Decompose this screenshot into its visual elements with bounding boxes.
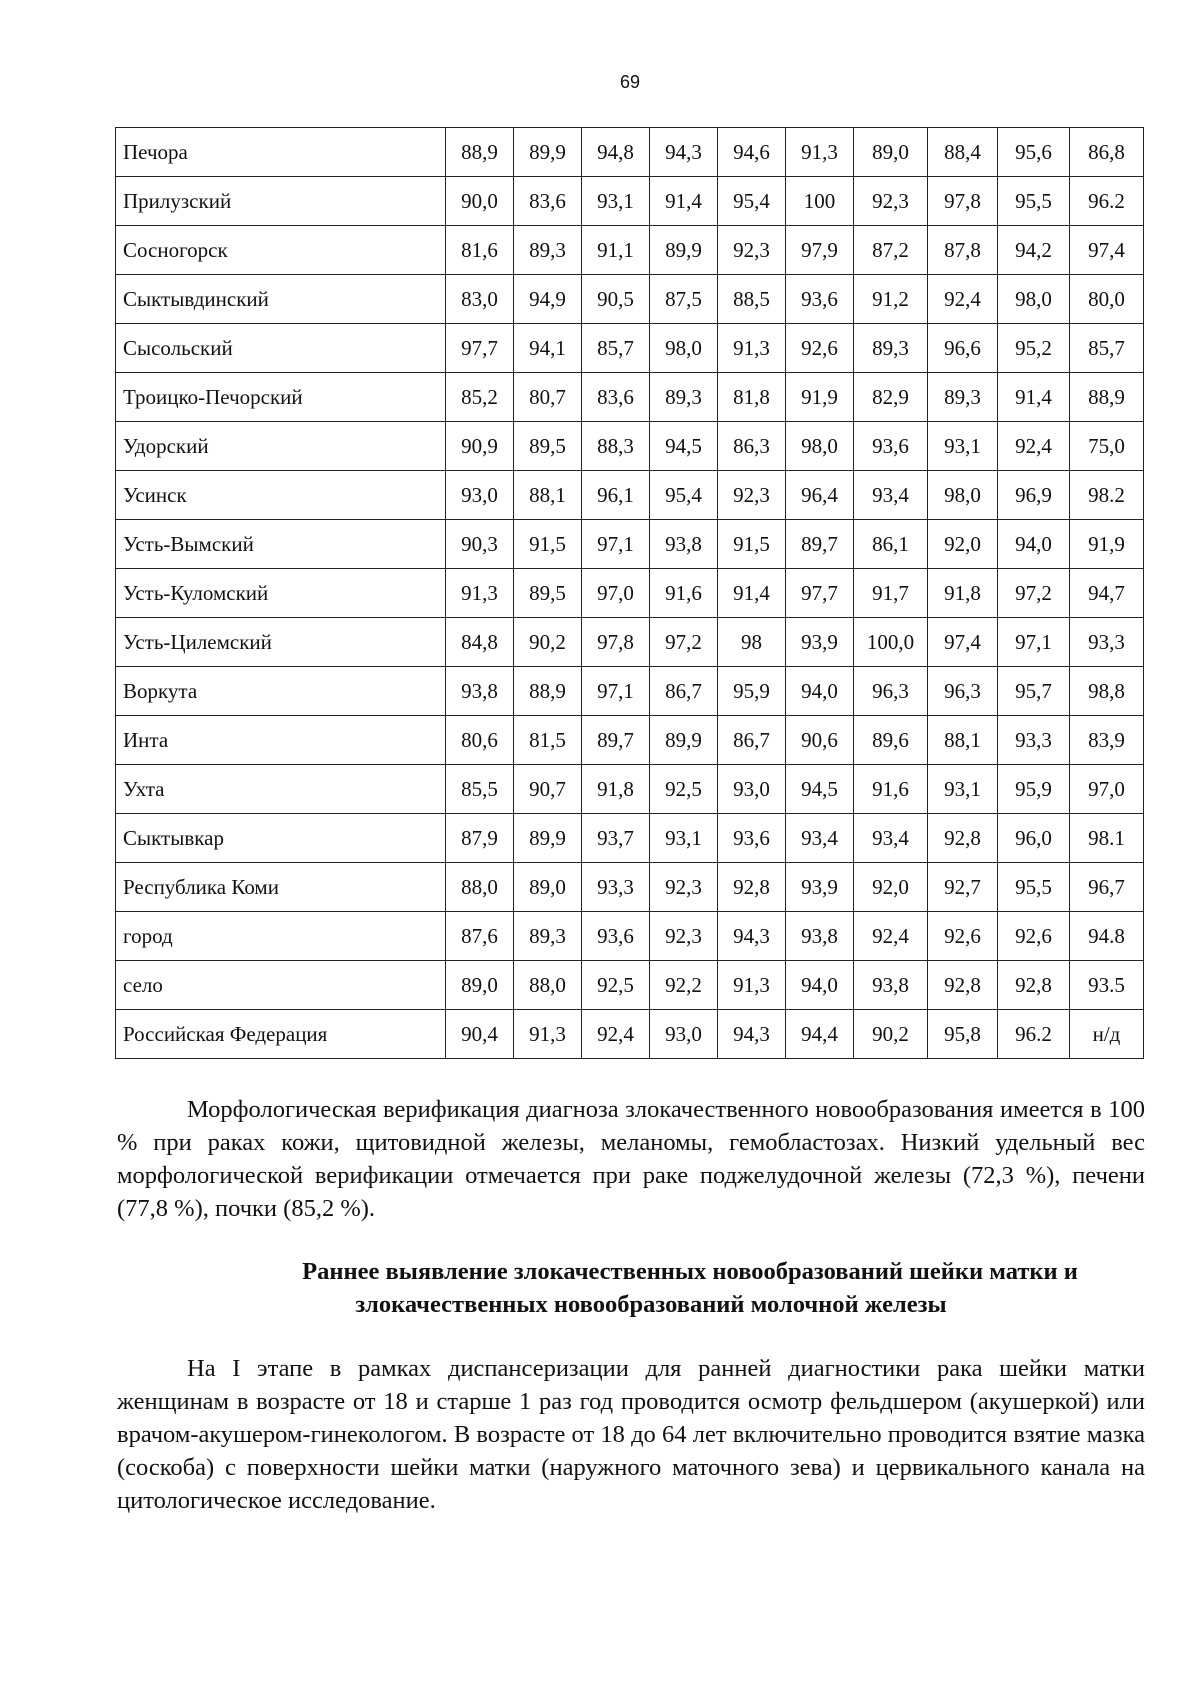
value-cell: 91,4 bbox=[650, 177, 718, 226]
value-cell: 93,9 bbox=[786, 618, 854, 667]
value-cell: 92,5 bbox=[650, 765, 718, 814]
value-cell: 92,3 bbox=[718, 226, 786, 275]
value-cell: 94,5 bbox=[786, 765, 854, 814]
value-cell: 98,0 bbox=[786, 422, 854, 471]
value-cell: 93,8 bbox=[446, 667, 514, 716]
value-cell: 95,5 bbox=[998, 863, 1070, 912]
value-cell: 88,9 bbox=[446, 128, 514, 177]
value-cell: 82,9 bbox=[854, 373, 928, 422]
value-cell: 90,2 bbox=[854, 1010, 928, 1059]
value-cell: 91,9 bbox=[786, 373, 854, 422]
value-cell: 88,4 bbox=[928, 128, 998, 177]
value-cell: 100 bbox=[786, 177, 854, 226]
value-cell: 88,3 bbox=[582, 422, 650, 471]
value-cell: 92,0 bbox=[928, 520, 998, 569]
value-cell: 89,0 bbox=[854, 128, 928, 177]
value-cell: 88,0 bbox=[446, 863, 514, 912]
table-row bbox=[116, 324, 1144, 373]
value-cell: 92,4 bbox=[582, 1010, 650, 1059]
region-name-cell: Республика Коми bbox=[116, 863, 446, 912]
value-cell: 92,3 bbox=[854, 177, 928, 226]
value-cell: 93.5 bbox=[1070, 961, 1144, 1010]
value-cell: 88,1 bbox=[928, 716, 998, 765]
value-cell: 94,1 bbox=[514, 324, 582, 373]
value-cell: 90,0 bbox=[446, 177, 514, 226]
value-cell: 93,4 bbox=[786, 814, 854, 863]
value-cell: 88,1 bbox=[514, 471, 582, 520]
table-row bbox=[116, 618, 1144, 667]
value-cell: 97,0 bbox=[1070, 765, 1144, 814]
value-cell: 83,9 bbox=[1070, 716, 1144, 765]
value-cell: 87,9 bbox=[446, 814, 514, 863]
region-name-cell: село bbox=[116, 961, 446, 1010]
value-cell: 97,7 bbox=[786, 569, 854, 618]
value-cell: 88,5 bbox=[718, 275, 786, 324]
table-row bbox=[116, 471, 1144, 520]
region-name-cell: Удорский bbox=[116, 422, 446, 471]
value-cell: 93,6 bbox=[854, 422, 928, 471]
value-cell: 96,9 bbox=[998, 471, 1070, 520]
value-cell: 95,9 bbox=[998, 765, 1070, 814]
value-cell: 92,8 bbox=[928, 961, 998, 1010]
value-cell: 98.1 bbox=[1070, 814, 1144, 863]
value-cell: 95,7 bbox=[998, 667, 1070, 716]
value-cell: 89,9 bbox=[514, 128, 582, 177]
region-name-cell: Усть-Вымский bbox=[116, 520, 446, 569]
value-cell: 91,3 bbox=[446, 569, 514, 618]
value-cell: 90,4 bbox=[446, 1010, 514, 1059]
value-cell: 90,5 bbox=[582, 275, 650, 324]
value-cell: 80,0 bbox=[1070, 275, 1144, 324]
value-cell: 92,6 bbox=[928, 912, 998, 961]
paragraph-early-detection: На I этапе в рамках диспансеризации для ранней диагностики рака шейки матки женщинам в возрасте от 18 и старше 1 раз год проводится осмотр фельдшером (акушеркой) или врачом-акушером-гинекологом. В возрасте от 18 до 64 лет включительно проводится взятие мазка (соскоба) с поверхности шейки матки (наружного маточного зева) и цервикального канала на цитологическое исследование. bbox=[117, 1355, 1145, 1514]
value-cell: 97,8 bbox=[582, 618, 650, 667]
value-cell: 94,4 bbox=[786, 1010, 854, 1059]
table-row bbox=[116, 961, 1144, 1010]
region-name-cell: Усть-Куломский bbox=[116, 569, 446, 618]
value-cell: 96,0 bbox=[998, 814, 1070, 863]
value-cell: 95,4 bbox=[650, 471, 718, 520]
value-cell: 98,0 bbox=[928, 471, 998, 520]
value-cell: 93,8 bbox=[786, 912, 854, 961]
region-name-cell: Российская Федерация bbox=[116, 1010, 446, 1059]
value-cell: 89,3 bbox=[514, 912, 582, 961]
table-row bbox=[116, 667, 1144, 716]
value-cell: 97,9 bbox=[786, 226, 854, 275]
value-cell: 93,8 bbox=[650, 520, 718, 569]
value-cell: 96,6 bbox=[928, 324, 998, 373]
value-cell: 87,5 bbox=[650, 275, 718, 324]
value-cell: 91,6 bbox=[854, 765, 928, 814]
value-cell: 91,5 bbox=[718, 520, 786, 569]
value-cell: 83,6 bbox=[582, 373, 650, 422]
value-cell: 91,4 bbox=[718, 569, 786, 618]
region-name-cell: Воркута bbox=[116, 667, 446, 716]
value-cell: 97,8 bbox=[928, 177, 998, 226]
value-cell: 91,6 bbox=[650, 569, 718, 618]
value-cell: 86,3 bbox=[718, 422, 786, 471]
value-cell: 91,8 bbox=[582, 765, 650, 814]
region-name-cell: Сысольский bbox=[116, 324, 446, 373]
value-cell: 89,5 bbox=[514, 569, 582, 618]
region-name-cell: Троицко-Печорский bbox=[116, 373, 446, 422]
value-cell: 83,6 bbox=[514, 177, 582, 226]
value-cell: 97,4 bbox=[928, 618, 998, 667]
value-cell: 93,1 bbox=[582, 177, 650, 226]
value-cell: 91,5 bbox=[514, 520, 582, 569]
value-cell: 93,8 bbox=[854, 961, 928, 1010]
value-cell: 93,4 bbox=[854, 814, 928, 863]
value-cell: 93,3 bbox=[998, 716, 1070, 765]
value-cell: 98 bbox=[718, 618, 786, 667]
value-cell: 81,8 bbox=[718, 373, 786, 422]
region-name-cell: Прилузский bbox=[116, 177, 446, 226]
value-cell: 92,3 bbox=[718, 471, 786, 520]
value-cell: 93,1 bbox=[650, 814, 718, 863]
value-cell: 89,5 bbox=[514, 422, 582, 471]
value-cell: 85,7 bbox=[582, 324, 650, 373]
value-cell: 92,4 bbox=[998, 422, 1070, 471]
value-cell: 94,0 bbox=[786, 667, 854, 716]
value-cell: 87,6 bbox=[446, 912, 514, 961]
value-cell: 98,0 bbox=[998, 275, 1070, 324]
value-cell: 98.2 bbox=[1070, 471, 1144, 520]
value-cell: 94,0 bbox=[998, 520, 1070, 569]
value-cell: 97,2 bbox=[998, 569, 1070, 618]
value-cell: 91,8 bbox=[928, 569, 998, 618]
value-cell: 94,3 bbox=[718, 1010, 786, 1059]
value-cell: 86,1 bbox=[854, 520, 928, 569]
region-name-cell: город bbox=[116, 912, 446, 961]
value-cell: 92,3 bbox=[650, 912, 718, 961]
value-cell: 92,5 bbox=[582, 961, 650, 1010]
value-cell: 94,3 bbox=[650, 128, 718, 177]
region-name-cell: Печора bbox=[116, 128, 446, 177]
value-cell: 98,0 bbox=[650, 324, 718, 373]
value-cell: 89,0 bbox=[446, 961, 514, 1010]
value-cell: 96,3 bbox=[928, 667, 998, 716]
table-row bbox=[116, 422, 1144, 471]
section-heading bbox=[117, 1255, 1145, 1321]
value-cell: 80,7 bbox=[514, 373, 582, 422]
value-cell: 88,9 bbox=[1070, 373, 1144, 422]
paragraph-morphological-verification: Морфологическая верификация диагноза злокачественного новообразования имеется в 100 % при раках кожи, щитовидной железы, меланомы, гемобластозах. Низкий удельный вес морфологической верификации отмечается при раке поджелудочной железы (72,3 %), печени (77,8 %), почки (85,2 %). bbox=[117, 1096, 1145, 1222]
value-cell: 75,0 bbox=[1070, 422, 1144, 471]
value-cell: 94,6 bbox=[718, 128, 786, 177]
value-cell: 92,8 bbox=[928, 814, 998, 863]
value-cell: 94,3 bbox=[718, 912, 786, 961]
table-row bbox=[116, 226, 1144, 275]
value-cell: 89,9 bbox=[650, 716, 718, 765]
value-cell: 81,5 bbox=[514, 716, 582, 765]
value-cell: 86,7 bbox=[718, 716, 786, 765]
value-cell: 92,4 bbox=[854, 912, 928, 961]
value-cell: 85,5 bbox=[446, 765, 514, 814]
value-cell: 89,7 bbox=[786, 520, 854, 569]
region-name-cell: Усть-Цилемский bbox=[116, 618, 446, 667]
value-cell: 94,7 bbox=[1070, 569, 1144, 618]
table-row bbox=[116, 814, 1144, 863]
value-cell: 85,2 bbox=[446, 373, 514, 422]
value-cell: 93,3 bbox=[582, 863, 650, 912]
value-cell: 93,0 bbox=[446, 471, 514, 520]
section-heading-line-1: Раннее выявление злокачественных новообразований шейки матки и bbox=[302, 1258, 1078, 1285]
value-cell: 92,6 bbox=[786, 324, 854, 373]
value-cell: 89,3 bbox=[928, 373, 998, 422]
value-cell: 92,4 bbox=[928, 275, 998, 324]
value-cell: 93,4 bbox=[854, 471, 928, 520]
value-cell: 91,9 bbox=[1070, 520, 1144, 569]
value-cell: 94.8 bbox=[1070, 912, 1144, 961]
region-name-cell: Усинск bbox=[116, 471, 446, 520]
value-cell: 93,6 bbox=[582, 912, 650, 961]
table-row bbox=[116, 275, 1144, 324]
value-cell: 85,7 bbox=[1070, 324, 1144, 373]
value-cell: 93,6 bbox=[786, 275, 854, 324]
value-cell: 97,1 bbox=[582, 520, 650, 569]
value-cell: 93,9 bbox=[786, 863, 854, 912]
region-name-cell: Ухта bbox=[116, 765, 446, 814]
value-cell: 88,9 bbox=[514, 667, 582, 716]
value-cell: 92,8 bbox=[998, 961, 1070, 1010]
table-row bbox=[116, 863, 1144, 912]
value-cell: 91,7 bbox=[854, 569, 928, 618]
value-cell: 89,9 bbox=[650, 226, 718, 275]
value-cell: 93,0 bbox=[718, 765, 786, 814]
value-cell: 89,3 bbox=[650, 373, 718, 422]
value-cell: 91,3 bbox=[786, 128, 854, 177]
value-cell: 93,1 bbox=[928, 422, 998, 471]
value-cell: 91,3 bbox=[514, 1010, 582, 1059]
value-cell: 91,2 bbox=[854, 275, 928, 324]
section-heading-line-2: злокачественных новообразований молочной железы bbox=[355, 1291, 947, 1318]
value-cell: 97,2 bbox=[650, 618, 718, 667]
value-cell: 94,5 bbox=[650, 422, 718, 471]
regional-statistics-table bbox=[115, 127, 1144, 1059]
value-cell: 91,4 bbox=[998, 373, 1070, 422]
region-name-cell: Инта bbox=[116, 716, 446, 765]
value-cell: 89,9 bbox=[514, 814, 582, 863]
value-cell: 81,6 bbox=[446, 226, 514, 275]
value-cell: 86,7 bbox=[650, 667, 718, 716]
value-cell: 94,2 bbox=[998, 226, 1070, 275]
value-cell: 90,2 bbox=[514, 618, 582, 667]
value-cell: 94,0 bbox=[786, 961, 854, 1010]
region-name-cell: Сыктывкар bbox=[116, 814, 446, 863]
value-cell: 91,1 bbox=[582, 226, 650, 275]
value-cell: 95,4 bbox=[718, 177, 786, 226]
value-cell: 97,1 bbox=[998, 618, 1070, 667]
value-cell: 90,3 bbox=[446, 520, 514, 569]
value-cell: 92,0 bbox=[854, 863, 928, 912]
value-cell: 95,9 bbox=[718, 667, 786, 716]
value-cell: 96,7 bbox=[1070, 863, 1144, 912]
value-cell: 92,6 bbox=[998, 912, 1070, 961]
value-cell: н/д bbox=[1070, 1010, 1144, 1059]
table-row bbox=[116, 716, 1144, 765]
value-cell: 95,8 bbox=[928, 1010, 998, 1059]
value-cell: 89,7 bbox=[582, 716, 650, 765]
value-cell: 97,1 bbox=[582, 667, 650, 716]
table-row bbox=[116, 373, 1144, 422]
table-row bbox=[116, 128, 1144, 177]
value-cell: 90,6 bbox=[786, 716, 854, 765]
value-cell: 90,9 bbox=[446, 422, 514, 471]
value-cell: 89,6 bbox=[854, 716, 928, 765]
value-cell: 80,6 bbox=[446, 716, 514, 765]
value-cell: 97,7 bbox=[446, 324, 514, 373]
value-cell: 84,8 bbox=[446, 618, 514, 667]
value-cell: 86,8 bbox=[1070, 128, 1144, 177]
value-cell: 95,5 bbox=[998, 177, 1070, 226]
page-number: 69 bbox=[619, 72, 641, 92]
value-cell: 97,0 bbox=[582, 569, 650, 618]
value-cell: 100,0 bbox=[854, 618, 928, 667]
value-cell: 93,3 bbox=[1070, 618, 1144, 667]
value-cell: 89,0 bbox=[514, 863, 582, 912]
value-cell: 92,3 bbox=[650, 863, 718, 912]
value-cell: 93,1 bbox=[928, 765, 998, 814]
value-cell: 93,6 bbox=[718, 814, 786, 863]
value-cell: 95,2 bbox=[998, 324, 1070, 373]
value-cell: 94,9 bbox=[514, 275, 582, 324]
value-cell: 93,7 bbox=[582, 814, 650, 863]
value-cell: 91,3 bbox=[718, 961, 786, 1010]
value-cell: 96,1 bbox=[582, 471, 650, 520]
table-row bbox=[116, 1010, 1144, 1059]
value-cell: 93,0 bbox=[650, 1010, 718, 1059]
value-cell: 91,3 bbox=[718, 324, 786, 373]
value-cell: 96,4 bbox=[786, 471, 854, 520]
table-row bbox=[116, 177, 1144, 226]
value-cell: 96.2 bbox=[998, 1010, 1070, 1059]
value-cell: 90,7 bbox=[514, 765, 582, 814]
value-cell: 98,8 bbox=[1070, 667, 1144, 716]
value-cell: 87,2 bbox=[854, 226, 928, 275]
value-cell: 89,3 bbox=[514, 226, 582, 275]
table-row bbox=[116, 912, 1144, 961]
value-cell: 94,8 bbox=[582, 128, 650, 177]
value-cell: 96.2 bbox=[1070, 177, 1144, 226]
table-row bbox=[116, 765, 1144, 814]
value-cell: 87,8 bbox=[928, 226, 998, 275]
value-cell: 92,7 bbox=[928, 863, 998, 912]
value-cell: 92,2 bbox=[650, 961, 718, 1010]
value-cell: 89,3 bbox=[854, 324, 928, 373]
value-cell: 96,3 bbox=[854, 667, 928, 716]
region-name-cell: Сосногорск bbox=[116, 226, 446, 275]
table-row bbox=[116, 520, 1144, 569]
value-cell: 95,6 bbox=[998, 128, 1070, 177]
region-name-cell: Сыктывдинский bbox=[116, 275, 446, 324]
table-row bbox=[116, 569, 1144, 618]
value-cell: 97,4 bbox=[1070, 226, 1144, 275]
value-cell: 92,8 bbox=[718, 863, 786, 912]
value-cell: 83,0 bbox=[446, 275, 514, 324]
value-cell: 88,0 bbox=[514, 961, 582, 1010]
